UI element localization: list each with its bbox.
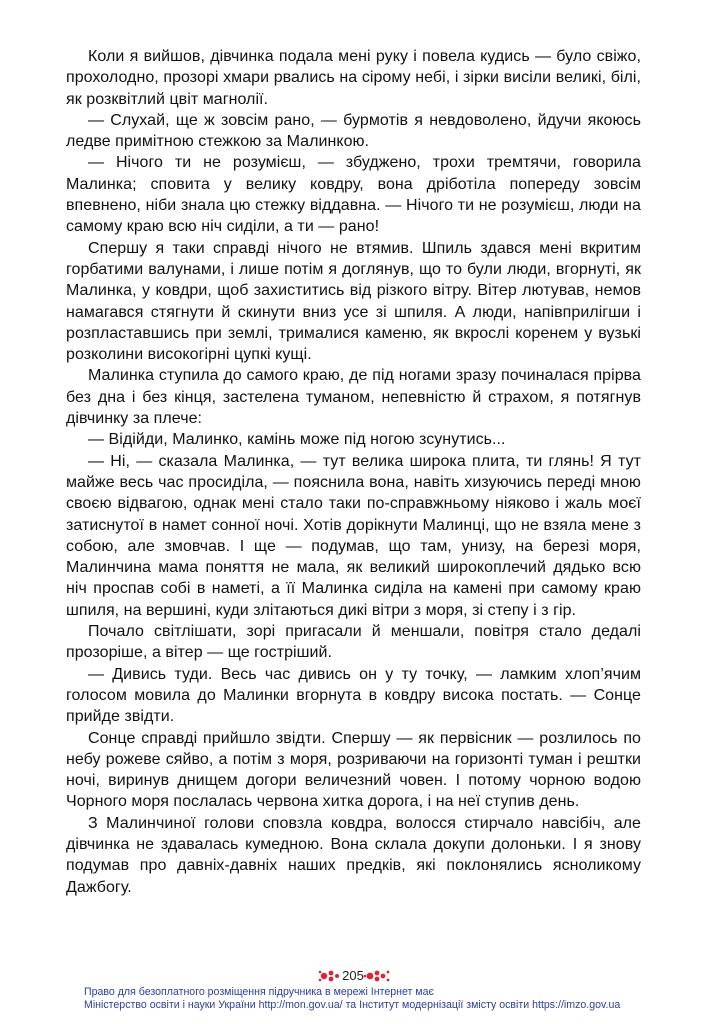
paragraph: З Малинчиної голови сповзла ковдра, волосся стирчало навсібіч, але дівчинка не здавалась кумедною. Вона склала докупи долоньки. І я знову подумав про давніх-давніх наших предків, які поклонялись ясноликому Дажбогу.: [66, 814, 641, 896]
paragraph: — Дивись туди. Весь час дивись он у ту точку, — ламким хлоп’ячим голосом мовила до Малинки вгорнута в ковдру висока постать. — Сонце прийде звідти.: [66, 665, 641, 726]
main-text-column: [66, 46, 641, 898]
paragraph: Коли я вийшов, дівчинка подала мені руку і повела кудись — було свіжо, прохолодно, прозорі хмари рвались на сірому небі, і зірки висіли великі, білі, як розквітлий цвіт магнолії.: [66, 48, 641, 108]
paragraph: — Слухай, ще ж зовсім рано, — бурмотів я невдоволено, йдучи якоюсь ледве примітною стежкою за Малинкою.: [66, 111, 641, 151]
paragraph: Сонце справді прийшло звідти. Спершу — як первісник — розлилось по небу рожеве сяйво, а потім з моря, розриваючи на горизонті туман і рештки ночі, виринув днищем догори величезний човен. І потому чорною водою Чорного моря послалась червона хитка дорога, і на неї ступив день.: [66, 729, 641, 811]
footer-source-line[interactable]: Міністерство освіти і науки України http://mon.gov.ua/ та Інститут модернізації змісту освіти https://imzo.gov.ua: [84, 999, 621, 1011]
page-number: 205: [342, 968, 364, 983]
page-number-block: [0, 966, 704, 986]
paragraph: Малинка ступила до самого краю, де під ногами зразу починалася прірва без дна і без кінця, застелена туманом, непевністю й страхом, я потягнув дівчинку за плече:: [66, 367, 641, 428]
floral-ornament-icon: [362, 968, 392, 984]
paragraph: Спершу я таки справді нічого не втямив. Шпиль здався мені вкритим горбатими валунами, і лише потім я доглянув, що то були люди, вгорнуті, як Малинка, у ковдри, щоб захиститись від різкого вітру. Вітер лютував, немов намагався стягнути й скинути вниз усе зі шпиля. А люди, напівприлігши і розпластавшись при землі, трималися каменю, як вкрослі коренем у вузькі розколини високогірні цупкі кущі.: [66, 239, 641, 364]
footer-copyright-line: Право для безоплатного розміщення підручника в мережі Інтернет має: [84, 986, 434, 998]
paragraph: — Ні, — сказала Малинка, — тут велика широка плита, ти глянь! Я тут майже весь час просиділа, — пояснила вона, навіть хизуючись переді мною своєю відвагою, однак мені стало таки по-справжньому ніяково і жаль моєї затиснутої в намет сонної ночі. Хотів дорікнути Малинці, що не взяла мене з собою, але змовчав. І ще — подумав, що там, унизу, на березі моря, Малинчина мама поняття не мала, як великий широкоплечий дядько всю ніч проспав собі в наметі, а її Малинка сиділа на камені при самому краю шпиля, на вершині, куди злітаються дикі вітри з моря, зі степу і з гір.: [66, 452, 641, 619]
paragraph: — Відійди, Малинко, камінь може під ногою зсунутись...: [88, 431, 506, 449]
paragraph: Почало світлішати, зорі пригасали й меншали, повітря стало дедалі прозоріше, а вітер — ще гостріший.: [66, 623, 641, 662]
paragraph: — Нічого ти не розумієш, — збуджено, трохи тремтячи, говорила Малинка; сповита у велику ковдру, вона дріботіла попереду зовсім впевнено, ніби знала цю стежку віддавна. — Нічого ти не розумієш, люди на самому краю всю ніч сиділи, а ти — рано!: [66, 154, 641, 236]
